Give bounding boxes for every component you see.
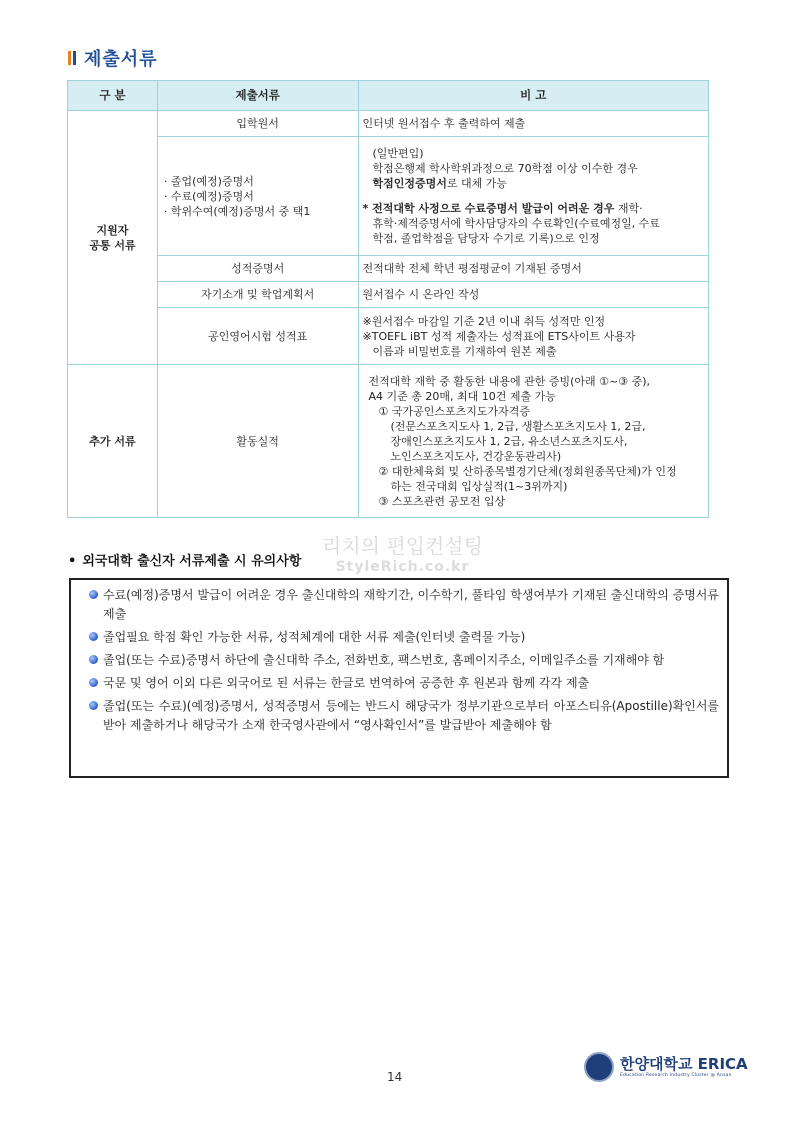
list-item: 졸업(또는 수료)(예정)증명서, 성적증명서 등에는 반드시 해당국가 정부기관으로부터 아포스티유(Apostille)확인서를 받아 제출하거나 해당국가 소재 한국영사관에서 “영사확인서”를 발급받아 제출해야 함 (91, 697, 719, 735)
watermark: 리치의 편입컨설팅 StyleRich.co.kr (322, 534, 483, 575)
note-self-intro: 원서접수 시 온라인 작성 (358, 282, 708, 308)
logo-subtitle: Education Research Industry Cluster @ Ansan (620, 1072, 732, 1078)
list-item: 국문 및 영어 이외 다른 외국어로 된 서류는 한글로 번역하여 공증한 후 원본과 함께 각각 제출 (91, 674, 719, 693)
section-title-text: 제출서류 (84, 49, 158, 70)
bullet-icon (89, 590, 98, 599)
doc-english-score: 공인영어시험 성적표 (157, 308, 358, 365)
table-header-row (68, 81, 709, 111)
table-row (68, 308, 709, 365)
bullet-icon (89, 701, 98, 710)
table-row (68, 137, 709, 256)
university-seal-icon (584, 1052, 614, 1082)
table-row (68, 365, 709, 518)
table-row (68, 111, 709, 137)
section-title (68, 44, 158, 72)
bullet-icon (89, 678, 98, 687)
list-item: 졸업(또는 수료)증명서 하단에 출신대학 주소, 전화번호, 팩스번호, 홈페이지주소, 이메일주소를 기재해야 함 (91, 651, 719, 670)
table-row (68, 282, 709, 308)
header-remarks: 비 고 (358, 81, 708, 111)
category-additional: 추가 서류 (68, 365, 158, 518)
university-logo (584, 1052, 748, 1082)
header-category: 구 분 (68, 81, 158, 111)
bullet-icon (89, 632, 98, 641)
note-graduation: (일반편입) 학점은행제 학사학위과정으로 70학점 이상 이수한 경우 학점인정증명서로 대체 가능 * 전적대학 사정으로 수료증명서 발급이 어려운 경우 재학· 휴학·제적증명서에 학사담당자의 수료확인(수료예정일, 수료 학점, 졸업학점을 담당자 수기로 기록)으로 인정 (358, 137, 708, 256)
bullet-icon: • (68, 554, 77, 569)
table-row (68, 256, 709, 282)
list-item: 수료(예정)증명서 발급이 어려운 경우 출신대학의 재학기간, 이수학기, 풀타임 학생여부가 기재된 출신대학의 증명서류 제출 (91, 586, 719, 624)
bullet-icon (89, 655, 98, 664)
header-documents: 제출서류 (157, 81, 358, 111)
note-english-score: ※원서접수 마감일 기준 2년 이내 취득 성적만 인정 ※TOEFL iBT 성적 제출자는 성적표에 ETS사이트 사용자 이름과 비밀번호를 기재하여 원본 제출 (358, 308, 708, 365)
doc-graduation: · 졸업(예정)증명서 · 수료(예정)증명서 · 학위수여(예정)증명서 중 택1 (157, 137, 358, 256)
doc-self-intro: 자기소개 및 학업계획서 (157, 282, 358, 308)
notice-heading: • 외국대학 출신자 서류제출 시 유의사항 (68, 554, 302, 569)
documents-table (67, 80, 709, 518)
notice-box (69, 578, 729, 778)
note-activity: 전적대학 재학 중 활동한 내용에 관한 증빙(아래 ①~③ 중), A4 기준 총 20매, 최대 10건 제출 가능 ① 국가공인스포츠지도가자격증 (전문스포츠지도사 1, 2급, 생활스포츠지도사 1, 2급, 장애인스포츠지도사 1, 2급, 유소년스포츠지도사, 노인스포츠지도사, 건강운동관리사) ② 대한체육회 및 산하종목별경기단체(정회원종목단체)가 인정 하는 전국대회 입상실적(1~3위까지) ③ 스포츠관련 공모전 입상 (358, 365, 708, 518)
doc-activity: 활동실적 (157, 365, 358, 518)
note-application: 인터넷 원서접수 후 출력하여 제출 (358, 111, 708, 137)
logo-name: 한양대학교 ERICA (620, 1054, 748, 1073)
category-common: 지원자 공통 서류 (68, 111, 158, 365)
doc-transcript: 성적증명서 (157, 256, 358, 282)
list-item: 졸업필요 학점 확인 가능한 서류, 성적체계에 대한 서류 제출(인터넷 출력물 가능) (91, 628, 719, 647)
note-transcript: 전적대학 전체 학년 평점평균이 기재된 증명서 (358, 256, 708, 282)
page-number: 14 (387, 1070, 403, 1084)
doc-application: 입학원서 (157, 111, 358, 137)
section-bar-icon (68, 51, 76, 65)
